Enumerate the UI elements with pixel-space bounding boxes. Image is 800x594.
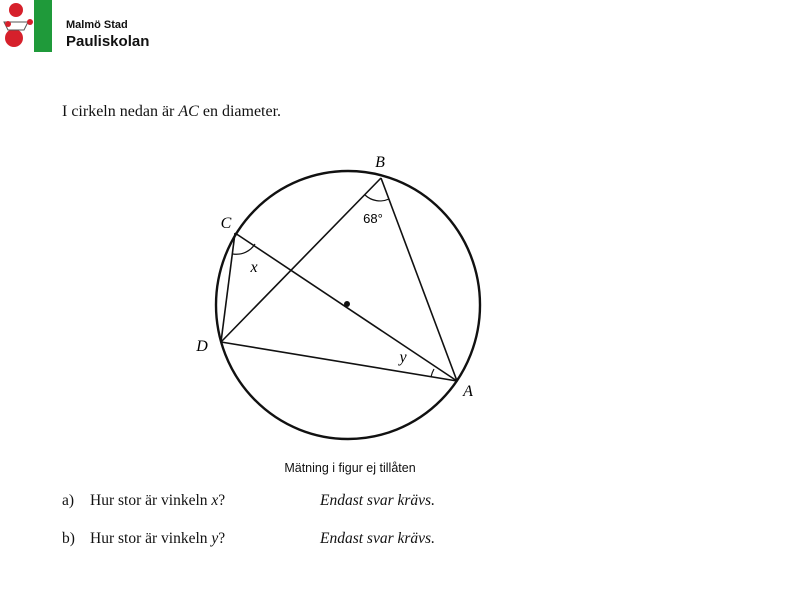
question-b-variable: y [211, 530, 219, 547]
angle-arc-c [233, 244, 255, 254]
angle-arc-b [365, 195, 389, 201]
question-b [62, 530, 435, 548]
point-label-a: A [463, 383, 473, 400]
question-a-note: Endast svar krävs. [320, 492, 435, 509]
chord-ba [381, 178, 457, 381]
diameter-ca [235, 233, 457, 381]
point-label-b: B [375, 154, 385, 171]
figure-note: Mätning i figur ej tillåten [284, 461, 416, 475]
intro-suffix: en diameter. [202, 103, 282, 120]
question-b-qmark: ? [218, 530, 226, 547]
question-b-text: Hur stor är vinkeln [90, 530, 208, 547]
chord-da [221, 342, 457, 381]
angle-label-x: x [250, 259, 258, 276]
question-a-variable: x [211, 492, 219, 509]
question-b-note: Endast svar krävs. [320, 530, 435, 547]
angle-label-68: 68° [363, 211, 383, 226]
question-b-label: b) [62, 530, 75, 547]
question-a-qmark: ? [218, 492, 226, 509]
angle-label-y: y [399, 349, 407, 366]
question-a [62, 492, 435, 510]
chord-db [221, 178, 381, 342]
school-name: Pauliskolan [66, 33, 150, 50]
intro-variable: AC [178, 103, 199, 120]
question-a-label: a) [62, 492, 75, 509]
circle-center-point [344, 301, 350, 307]
question-a-text: Hur stor är vinkeln [90, 492, 208, 509]
organisation-name: Malmö Stad [66, 19, 128, 31]
intro-prefix: I cirkeln nedan är [62, 103, 175, 120]
point-label-d: D [196, 338, 208, 355]
point-label-c: C [220, 215, 232, 232]
angle-arc-a [431, 369, 434, 377]
